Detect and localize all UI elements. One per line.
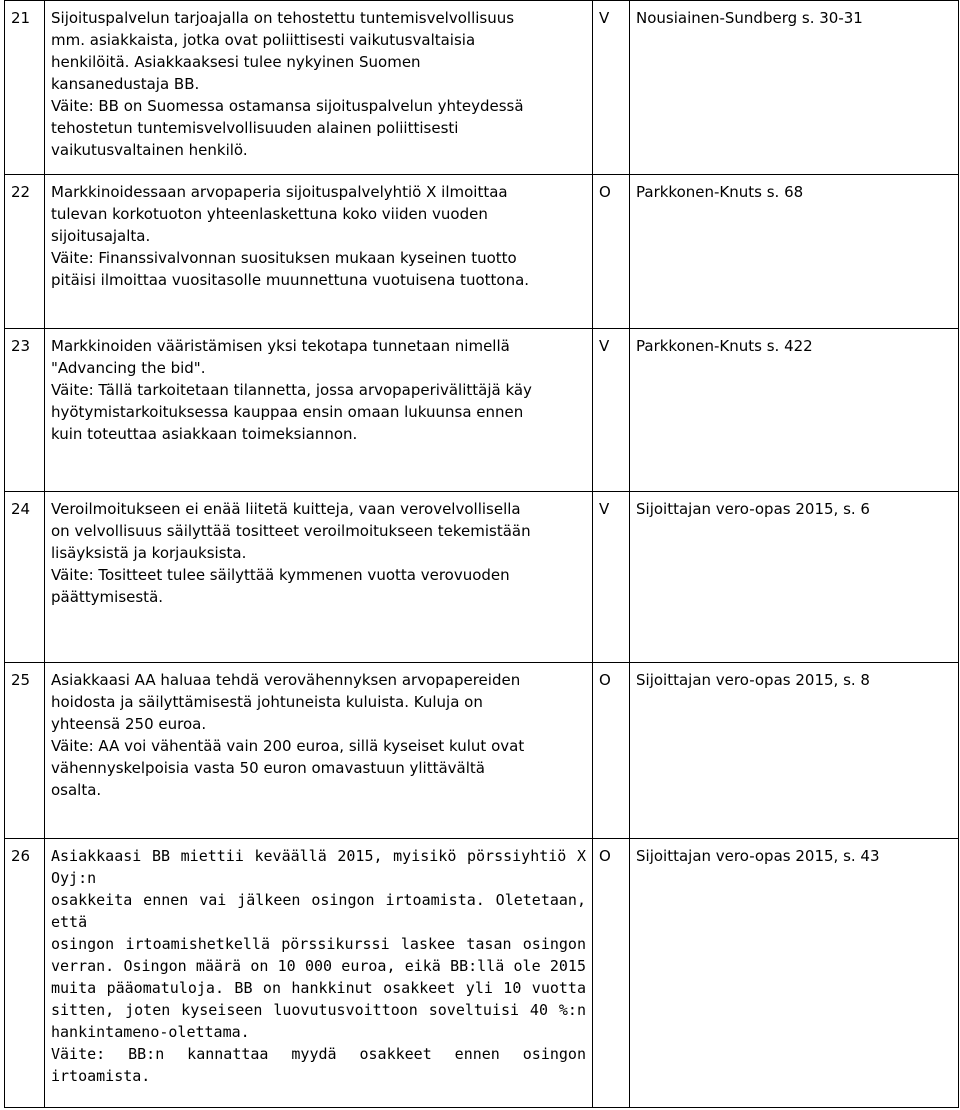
statement-line: hoidosta ja säilyttämisestä johtuneista kuluista. Kuluja on (51, 693, 483, 711)
statement-line: vaikutusvaltainen henkilö. (51, 141, 248, 159)
question-number: 25 (5, 663, 45, 839)
answer-cell: V (593, 329, 630, 492)
table-row (5, 1, 959, 175)
statement-line: hyötymistarkoituksessa kauppaa ensin omaan lukuunsa ennen (51, 403, 524, 421)
table-row (5, 175, 959, 329)
statement-line: päättymisestä. (51, 588, 164, 606)
question-statement (45, 175, 593, 329)
question-number: 22 (5, 175, 45, 329)
answer-cell: O (593, 175, 630, 329)
statement-line: Veroilmoitukseen ei enää liitetä kuitteja, vaan verovelvollisella (51, 500, 521, 518)
statement-line: irtoamista. (51, 1067, 151, 1085)
statement-line: Asiakkaasi BB miettii keväällä 2015, myisikö pörssiyhtiö X Oyj:n (51, 847, 586, 887)
question-statement (45, 663, 593, 839)
statement-line: vähennyskelpoisia vasta 50 euron omavastuun ylittävältä (51, 759, 485, 777)
answer-cell: V (593, 1, 630, 175)
question-table (4, 0, 959, 1108)
source-reference: Parkkonen-Knuts s. 68 (630, 175, 959, 329)
source-reference: Nousiainen-Sundberg s. 30-31 (630, 1, 959, 175)
answer-cell: V (593, 492, 630, 663)
answer-cell: O (593, 663, 630, 839)
statement-line: kuin toteuttaa asiakkaan toimeksiannon. (51, 425, 358, 443)
question-number: 26 (5, 839, 45, 1108)
statement-line: yhteensä 250 euroa. (51, 715, 207, 733)
statement-line: sitten, joten kyseiseen luovutusvoittoon soveltuisi 40 %:n (51, 1001, 586, 1019)
statement-line: Markkinoiden vääristämisen yksi tekotapa tunnetaan nimellä (51, 337, 510, 355)
statement-line: osingon irtoamishetkellä pörssikurssi laskee tasan osingon (51, 935, 586, 953)
statement-line: Väite: Finanssivalvonnan suosituksen mukaan kyseinen tuotto (51, 249, 517, 267)
statement-line: sijoitusajalta. (51, 227, 151, 245)
statement-line: tehostetun tuntemisvelvollisuuden alainen poliittisesti (51, 119, 459, 137)
table-row (5, 663, 959, 839)
statement-line: muita pääomatuloja. BB on hankkinut osakkeet yli 10 vuotta (51, 979, 586, 997)
statement-line: kansanedustaja BB. (51, 75, 200, 93)
question-statement (45, 329, 593, 492)
statement-line: "Advancing the bid". (51, 359, 206, 377)
statement-line: Väite: AA voi vähentää vain 200 euroa, sillä kyseiset kulut ovat (51, 737, 525, 755)
question-number: 23 (5, 329, 45, 492)
source-reference: Parkkonen-Knuts s. 422 (630, 329, 959, 492)
question-number: 21 (5, 1, 45, 175)
source-reference: Sijoittajan vero-opas 2015, s. 8 (630, 663, 959, 839)
statement-line: Markkinoidessaan arvopaperia sijoituspalvelyhtiö X ilmoittaa (51, 183, 508, 201)
source-reference: Sijoittajan vero-opas 2015, s. 6 (630, 492, 959, 663)
statement-line: hankintameno-olettama. (51, 1023, 250, 1041)
question-statement (45, 492, 593, 663)
statement-line: on velvollisuus säilyttää tositteet veroilmoitukseen tekemistään (51, 522, 531, 540)
table-row (5, 329, 959, 492)
statement-line: Väite: Tällä tarkoitetaan tilannetta, jossa arvopaperivälittäjä käy (51, 381, 532, 399)
statement-line: henkilöitä. Asiakkaaksesi tulee nykyinen Suomen (51, 53, 421, 71)
statement-line: Asiakkaasi AA haluaa tehdä verovähennyksen arvopapereiden (51, 671, 521, 689)
statement-line: pitäisi ilmoittaa vuositasolle muunnettuna vuotuisena tuottona. (51, 271, 530, 289)
question-statement (45, 1, 593, 175)
statement-line: Väite: BB:n kannattaa myydä osakkeet ennen osingon (51, 1045, 586, 1063)
statement-line: mm. asiakkaista, jotka ovat poliittisesti vaikutusvaltaisia (51, 31, 476, 49)
statement-line: tulevan korkotuoton yhteenlaskettuna koko viiden vuoden (51, 205, 488, 223)
question-statement (45, 839, 593, 1108)
table-row (5, 839, 959, 1108)
source-reference: Sijoittajan vero-opas 2015, s. 43 (630, 839, 959, 1108)
statement-line: Sijoituspalvelun tarjoajalla on tehostettu tuntemisvelvollisuus (51, 9, 515, 27)
table-row (5, 492, 959, 663)
statement-line: verran. Osingon määrä on 10 000 euroa, eikä BB:llä ole 2015 (51, 957, 586, 975)
statement-line: lisäyksistä ja korjauksista. (51, 544, 247, 562)
question-number: 24 (5, 492, 45, 663)
statement-line: Väite: BB on Suomessa ostamansa sijoituspalvelun yhteydessä (51, 97, 524, 115)
statement-line: osakkeita ennen vai jälkeen osingon irtoamista. Oletetaan, että (51, 891, 586, 931)
answer-cell: O (593, 839, 630, 1108)
statement-line: Väite: Tositteet tulee säilyttää kymmenen vuotta verovuoden (51, 566, 510, 584)
statement-line: osalta. (51, 781, 102, 799)
